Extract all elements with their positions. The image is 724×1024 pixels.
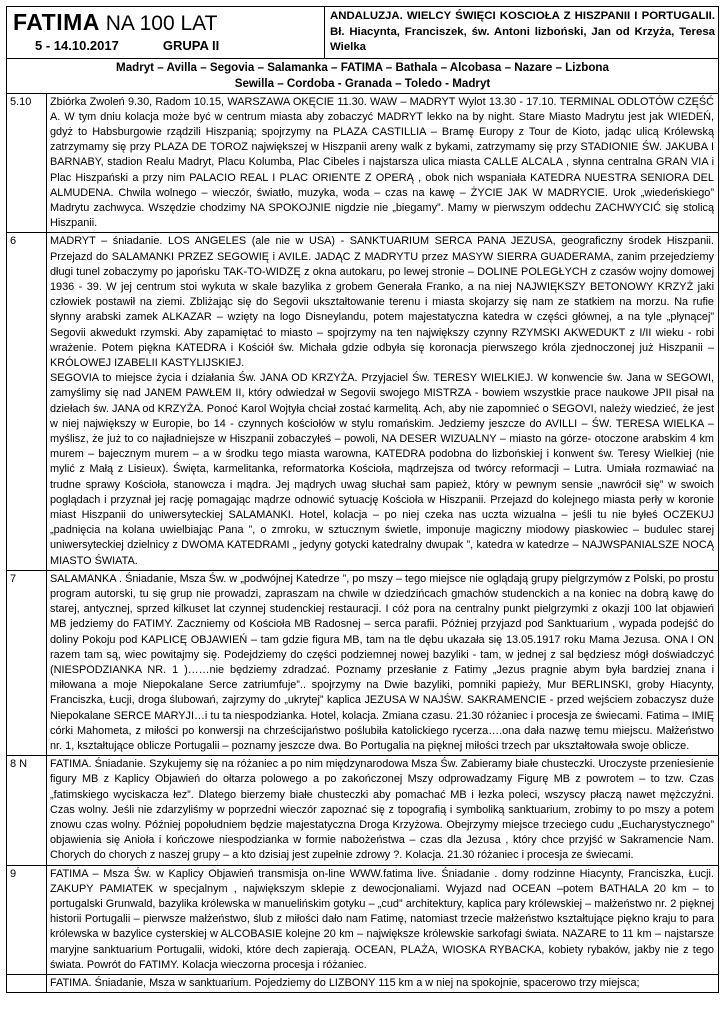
subtitle-cell [325, 7, 719, 59]
route-line-2: Sewilla – Cordoba - Granada – Toledo - Madryt [234, 76, 491, 90]
day-row [7, 93, 719, 233]
day-row [7, 756, 719, 865]
itinerary-page [6, 6, 718, 993]
page-title [13, 9, 318, 37]
day-paragraph: FATIMA. Śniadanie. Szykujemy się na różaniec a po nim międzynarodowa Msza Św. Zabieramy białe chusteczki. Uroczyste przeniesienie figury MB z Kaplicy Objawień do ołtarza polowego a po zakończonej Mszy odprowadzamy Figurę MB z powrotem – to tzw. Czas „fatimskiego wyciskacza łez”. Dlatego bierzemy białe chusteczki aby pomachać MB i łezka poleci, wszyscy płaczą nawet mężczyźni. Czas wolny. Jeśli nie zdarzyliśmy w poprzedni wieczór zapoznać się z topografią i symboliką sanktuarium, zrobimy to po mszy a potem znowu czas wolny. Później popołudniem będzie majestatyczna Droga Krzyżowa. Obejrzymy miejsce trzeciego cudu „Eucharystycznego” objawienia się Anioła i kończowe niespodzianka w formie nabożeństwa – czas dla Jezusa , który chce przyjść w Sakramencie Nam. Chorych do chorych z naszej grupy – a kto dzisiaj jest zupełnie zdrowy ?. Kolacja. 21.30 różaniec i procesja ze świecami. [50, 758, 714, 862]
day-row [7, 233, 719, 570]
day-row [7, 570, 719, 755]
day-paragraph: Zbiórka Zwoleń 9.30, Radom 10.15, WARSZAWA OKĘCIE 11.30. WAW – MADRYT Wylot 13.30 - 17.10. TERMINAL ODLOTÓW CZĘŚĆ A. W tym dniu kolacja może być w centrum miasta aby zobaczyć MADRYT lekko na by night. Stare Miasto Madrytu jest jak WIEDEŃ, gdyż to Habsburgowie rządzili Hiszpanią; spojrzymy na PLAZA CASTILLIA – Bramę Europy z Tour de Kioto, jadąc ulicą Królewską zatrzymamy się przy PLAZA DE TOROZ największej w Hiszpanii areny walk z bykami, zatrzymamy się przy STADIONIE ŚW. JAKUBA I BARNABY, stadion Realu Madryt, Placu Kolumba, Plac Cibeles i najstarsza ulica miasta CALLE ALCALA , słynna centralna GRAN VIA i Plac Hiszpański a przy nim PALACIO REAL I PLAC ORIENTE Z OPERĄ , obok nich wspaniała KATEDRA NUESTRA SENIORA DEL ALMUDENA. Chwila wolnego – wieczór, światło, muzyka, woda – czas na kawę – ŻYCIE JAK W MADRYCIE. Urok „wiedeńskiego” Madrytu zachwyca. Wszędzie chodzimy NA SPOKOJNIE nigdzie nie „biegamy”. Mamy w pierwszym oddechu ZACHWYCIĆ się stolicą Hiszpanii. [50, 95, 714, 230]
day-number: 7 [7, 570, 47, 755]
last-row-text: FATIMA. Śniadanie, Msza w sanktuarium. Pojedziemy do LIZBONY 115 km a w niej na spokojnie, spacerowo trzy miejsca; [47, 975, 719, 993]
day-number: 6 [7, 233, 47, 570]
dates-line [13, 37, 318, 55]
days-body [7, 93, 719, 975]
day-number: 8 N [7, 756, 47, 865]
day-description [47, 233, 719, 570]
day-paragraph: SEGOVIA to miejsce życia i działania Św. JANA OD KRZYŻA. Przyjaciel Św. TERESY WIELKIEJ. W konwencie św. Jana w SEGOWI, zamyślimy się nad JANEM PAWŁEM II, który odwiedzał w Segovii swojego MISTRZA - bowiem wszystkie prace naukowe JPII pisał na dziełach św. JANA od KRZYŻA. Ponoć Karol Wojtyła chciał zostać karmelitą. Ach, aby nie zapomnieć o SEGOVI, należy wiedzieć, że jest w niej największy w Europie, bo 14 - czynnych kościołów w stylu romańskim. Jedziemy jeszcze do AVILLI – ŚW. TERESA WIELKA – myślisz, że już to co najładniejsze w Hiszpanii zobaczyłeś – powoli, NA DESER WIZUALNY – miasto na górze- otoczone arabskim 4 km murem – bajecznym murem – a w środku tego miasta warowna, KATEDRA podobna do lizbońskiej i konwent św. Teresy Wielkiej (nie mylić z Małą z Lisieux). Święta, karmelitanka, reformatorka Kościoła, mądrzejsza od twórcy reformacji – Lutra. Umiała rozmawiać na trudne sprawy Kościoła, stanowcza i mądra. Jej mądrych uwag słuchał sam papież, który w pewnym sensie „nawrócił się” w swoich poglądach i przyznał jej rację pomagając mądrze odnowić sytuację Kościoła w Hiszpanii. Przejazd do kolejnego miasta perły w koronie miast Hiszpanii do uniwersyteckiej SALAMANKI. Hotel, kolacja – po niej czeka nas uczta wizualna – jeśli tu nie byłeś OCZEKUJ „padnięcia na kolana uwielbiając Pana ”, o zmroku, w sztucznym świetle, imponuje magiczny miodowy piaskowiec – budulec starej uniwersyteckiej dzielnicy z DWOMA KATEDRAMI „ jedyny gotycki katedralny dwupak ”, katedra w katedrze – NAJWSPANIALSZE NOCĄ MIASTO ŚWIATA. [50, 372, 714, 567]
group-label: GRUPA II [162, 38, 220, 53]
route-line-1: Madryt – Avilla – Segovia – Salamanka – FATIMA – Bathala – Alcobasa – Nazare – Lizbona [116, 60, 609, 74]
day-description [47, 93, 719, 233]
trip-dates: 5 - 14.10.2017 [35, 38, 119, 53]
day-row [7, 865, 719, 974]
itinerary-table [6, 6, 719, 993]
last-row [7, 975, 719, 993]
header-row [7, 7, 719, 59]
day-paragraph: MADRYT – śniadanie. LOS ANGELES (ale nie w USA) - SANKTUARIUM SERCA PANA JEZUSA, geograficzny środek Hiszpanii. Przejazd do SALAMANKI PRZEZ SEGOWIĘ i AVILE. JADĄC Z MADRYTU przez MASYW SIERRA GUADERAMA, zanim przejedziemy długi tunel zobaczymy po japońsku TAK-TO-WIDZĘ z okna autokaru, po lewej stronie – DOLINE POLEGŁYCH z czasów wojny domowej 1936 - 39. W jej centrum stoi wykuta w skale bazylika z grobem Generała Franko, a na niej NAJWIĘKSZY BETONOWY KRZYŻ jaki człowiek postawił na ziemi. Zbliżając się do Segovii ukształtowanie terenu i miasta skojarzy się nam ze statkiem na morzu. Na rufie słynny arabski zamek ALKAZAR – wzięty na logo Disneylandu, potem majestatyczna katedra w części głównej, a na tyle „płynącej” Segovii akwedukt rzymski. Aby zapamiętać to miasto – spojrzymy na ten największy czynny RZYMSKI AKWEDUKT z I/II wieku - robi wrażenie. Potem piękna KATEDRA i Kościół św. Michała gdzie odbyła się koronacja pierwszego króla zjednoczonej już Hiszpanii – KRÓLOWEJ IZABELII KASTYLIJSKIEJ. [50, 235, 714, 369]
route-cell [7, 58, 719, 93]
day-number: 9 [7, 865, 47, 974]
title-rest: NA 100 LAT [99, 12, 218, 35]
day-description [47, 865, 719, 974]
title-main: FATIMA [13, 9, 100, 35]
day-description [47, 570, 719, 755]
day-number: 5.10 [7, 93, 47, 233]
day-description [47, 756, 719, 865]
last-row-day [7, 975, 47, 993]
day-paragraph: SALAMANKA . Śniadanie, Msza Św. w „podwójnej Katedrze ”, po mszy – tego miejsce nie oglądają grupy pielgrzymów z Polski, po prostu program autorski, tu się grup nie prowadzi, zapraszam na chwile w dziedzińcach gmachów studenckich a na koniec na dobrą kawę do starej, antycznej, sprzed kilkuset lat czynnej studenckiej restauracji. I cóż pora na centralny punkt pielgrzymki z okazji 100 lat objawień MB jedziemy do FATIMY. Zaczniemy od Kościoła MB Radosnej – serca parafii. Później przyjazd pod Sanktuarium , wypada podejść do doliny Pokoju pod KAPLICĘ OBJAWIEŃ – tam gdzie figura MB, tam na tle dębu ukazała się 13.05.1917 roku Mama Jezusa. ONA I ON razem tam są, wiec powitajmy się. Podejdziemy do części podziemnej nowej bazyliki - tam, w jednej z sal będziesz mógł doświadczyć (NIESPODZIANKA NR. 1 )……nie będziemy zdradzać. Poznamy przesłanie z Fatimy „Jezus pragnie abym była bardziej znana i miłowana a moje Niepokalane Serce zatriumfuje”.. spojrzymy na Dwie bazyliki, pomniki papieży, Mur BERLINSKI, groby Hiacynty, Franciszka, Łucji, droga ślubowań, zajrzymy do „ukrytej” kaplica JEZUSA W NAJŚW. SAKRAMENCIE - przed wejściem zobaczysz duże Niepokalane SERCE MARYJI…i tu ta niespodzianka. Hotel, kolacja. Zmiana czasu. 21.30 różaniec i procesja ze świecami. Fatima – IMIĘ córki Mahometa, z miłości po konwersji na chrześcijaństwo poślubiła katolickiego rycerza….ona dała nazwę temu miejscu. Małżeństwo nr. 1, kształtujące oblicze Portugalii – poznamy jeszcze dwa. Bo Portugalia na pięknej miłości trzech par ukształtowała swoje oblicze. [50, 572, 714, 753]
subtitle: ANDALUZJA. WIELCY ŚWIĘCI KOSCIOŁA Z HISZPANII I PORTUGALII. Bł. Hiacynta, Franciszek, św. Antoni lizboński, Jan od Krzyża, Teresa Wielka [330, 10, 715, 53]
title-cell [7, 7, 325, 59]
day-paragraph: FATIMA – Msza Św. w Kaplicy Objawień transmisja on-line WWW.fatima live. Śniadanie . domy rodzinne Hiacynty, Franciszka, Łucji. ZAKUPY PAMIATEK w specjalnym , największym sklepie z dewocjonaliami. Wyjazd nad OCEAN –potem BATHALA 20 km – to portugalski Grunwald, bazylika królewska w manuelińskim gotyku – „cud” architektury, kaplica pary królewskiej – małżeństwo nr. 2 pięknej historii Portugalii – pierwsze małżeństwo, ślub z miłości dało nam Fatimę, natomiast trzecie małżeństwo kształtujące piękno kraju to para królewska w bazylice cysterskiej w ALCOBASIE kolejne 20 km – największe królewskie sarkofagi świata. NAZARE to 11 km – najstarsze maryjne sanktuarium Portugalii, widoki, które dech zapierają. OCEAN, PLAŻA, WIOSKA RYBACKA, kobiety rybaków, jakby nie z tego świata. Powrót do FATIMY. Kolacja wieczorna procesja i różaniec. [50, 867, 714, 971]
route-row [7, 58, 719, 93]
